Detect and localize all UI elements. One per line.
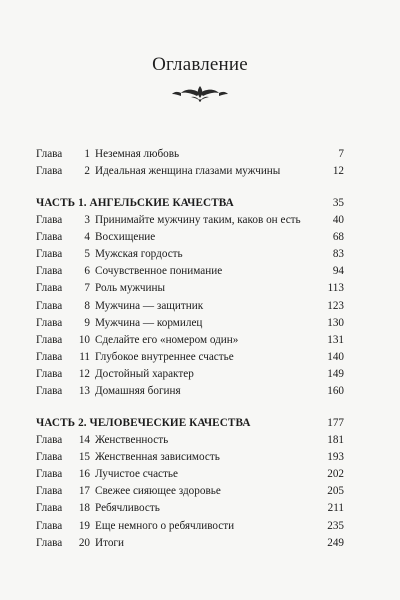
chapter-number: 12 (78, 367, 90, 380)
chapter-number: 14 (78, 434, 90, 447)
toc-row[interactable] (36, 229, 344, 246)
chapter-number: 1 (84, 148, 90, 160)
chapter-title: Женственность (95, 434, 169, 447)
chapter-number: 6 (84, 265, 90, 278)
chapter-label: Глава (36, 333, 63, 346)
chapter-label: Глава (36, 165, 63, 178)
page-number: 205 (327, 485, 344, 498)
chapter-number: 11 (79, 350, 90, 363)
chapter-label: Глава (36, 214, 63, 227)
page-number: 202 (327, 468, 344, 481)
chapter-label: Глава (36, 350, 63, 363)
page-number: 113 (327, 282, 344, 295)
page-number: 94 (332, 265, 344, 278)
chapter-title: Еще немного о ребячливости (95, 519, 235, 532)
chapter-label: Глава (36, 502, 63, 515)
chapter-title: Итоги (95, 536, 124, 549)
toc-row[interactable] (36, 349, 344, 366)
chapter-number: 18 (78, 502, 90, 515)
chapter-label: Глава (36, 282, 63, 295)
toc-row[interactable] (36, 483, 344, 500)
chapter-title: Мужчина — кормилец (95, 316, 203, 329)
page-title: Оглавление (152, 54, 248, 75)
chapter-number: 15 (78, 451, 90, 464)
chapter-number: 16 (78, 468, 90, 481)
chapter-label: Глава (36, 485, 63, 498)
chapter-title: Мужская гордость (95, 248, 183, 261)
toc-row[interactable] (36, 449, 344, 466)
toc-row[interactable] (36, 366, 344, 383)
chapter-label: Глава (36, 434, 63, 447)
toc-row[interactable] (36, 432, 344, 449)
page-number: 235 (327, 519, 344, 532)
chapter-number: 8 (84, 299, 90, 312)
chapter-number: 3 (84, 214, 90, 227)
part-heading[interactable] (36, 195, 344, 212)
part-heading[interactable] (36, 415, 344, 432)
chapter-label: Глава (36, 148, 63, 160)
chapter-label: Глава (36, 367, 63, 380)
page-number: 130 (327, 316, 344, 329)
toc-row[interactable] (36, 246, 344, 263)
toc-intro (36, 146, 344, 180)
toc-row[interactable] (36, 535, 344, 552)
page-number: 68 (332, 231, 344, 244)
toc-row[interactable] (36, 315, 344, 332)
page-number: 123 (327, 299, 344, 312)
page-number: 40 (332, 214, 344, 227)
page-number: 12 (332, 165, 344, 178)
part-title: ЧАСТЬ 1. АНГЕЛЬСКИЕ КАЧЕСТВА (36, 197, 234, 209)
chapter-title: Принимайте мужчину таким, каков он есть (95, 214, 301, 227)
chapter-title: Глубокое внутреннее счастье (95, 350, 234, 363)
toc-row[interactable] (36, 500, 344, 517)
page-number: 181 (327, 434, 344, 447)
page-number: 7 (338, 148, 344, 160)
chapter-number: 4 (84, 231, 90, 244)
chapter-title: Восхищение (95, 231, 156, 244)
chapter-number: 10 (78, 333, 90, 346)
chapter-number: 19 (78, 519, 90, 532)
toc-row[interactable] (36, 163, 344, 180)
chapter-number: 5 (84, 248, 90, 261)
chapter-title: Свежее сияющее здоровье (95, 485, 221, 498)
chapter-title: Женственная зависимость (95, 451, 220, 464)
chapter-number: 17 (78, 485, 90, 498)
chapter-label: Глава (36, 265, 63, 278)
chapter-number: 7 (84, 282, 90, 295)
toc-row[interactable] (36, 518, 344, 535)
toc-row[interactable] (36, 383, 344, 400)
chapter-number: 9 (84, 316, 90, 329)
chapter-title: Домашняя богиня (95, 385, 181, 398)
page-number: 160 (327, 385, 344, 398)
toc-part-1 (36, 195, 344, 400)
page-number: 149 (327, 367, 344, 380)
page-number: 211 (327, 502, 344, 515)
page-number: 131 (327, 333, 344, 346)
chapter-label: Глава (36, 231, 63, 244)
chapter-label: Глава (36, 519, 63, 532)
chapter-number: 2 (84, 165, 90, 178)
page-number: 249 (327, 536, 344, 549)
chapter-number: 13 (78, 385, 90, 398)
chapter-label: Глава (36, 316, 63, 329)
page-number: 193 (327, 451, 344, 464)
chapter-title: Ребячливость (95, 502, 160, 515)
toc-row[interactable] (36, 146, 344, 163)
part-title: ЧАСТЬ 2. ЧЕЛОВЕЧЕСКИЕ КАЧЕСТВА (36, 417, 251, 429)
page-number: 177 (327, 417, 344, 429)
page-number: 35 (332, 197, 344, 209)
chapter-title: Роль мужчины (95, 282, 165, 295)
toc-row[interactable] (36, 466, 344, 483)
page-number: 83 (332, 248, 344, 261)
chapter-title: Мужчина — защитник (95, 299, 204, 312)
toc-row[interactable] (36, 332, 344, 349)
toc-row[interactable] (36, 263, 344, 280)
toc-row[interactable] (36, 298, 344, 315)
chapter-label: Глава (36, 536, 63, 549)
page-number: 140 (327, 350, 344, 363)
chapter-title: Идеальная женщина глазами мужчины (95, 165, 281, 178)
toc-part-2 (36, 415, 344, 552)
chapter-label: Глава (36, 385, 63, 398)
chapter-number: 20 (78, 536, 90, 549)
chapter-title: Лучистое счастье (95, 468, 178, 481)
toc-row[interactable] (36, 212, 344, 229)
chapter-title: Достойный характер (95, 367, 194, 380)
chapter-title: Неземная любовь (95, 148, 180, 160)
chapter-label: Глава (36, 299, 63, 312)
chapter-label: Глава (36, 451, 63, 464)
chapter-label: Глава (36, 248, 63, 261)
chapter-title: Сделайте его «номером один» (95, 333, 239, 346)
toc-row[interactable] (36, 280, 344, 297)
chapter-title: Сочувственное понимание (95, 265, 223, 278)
floral-ornament-icon (171, 84, 229, 102)
chapter-label: Глава (36, 468, 63, 481)
